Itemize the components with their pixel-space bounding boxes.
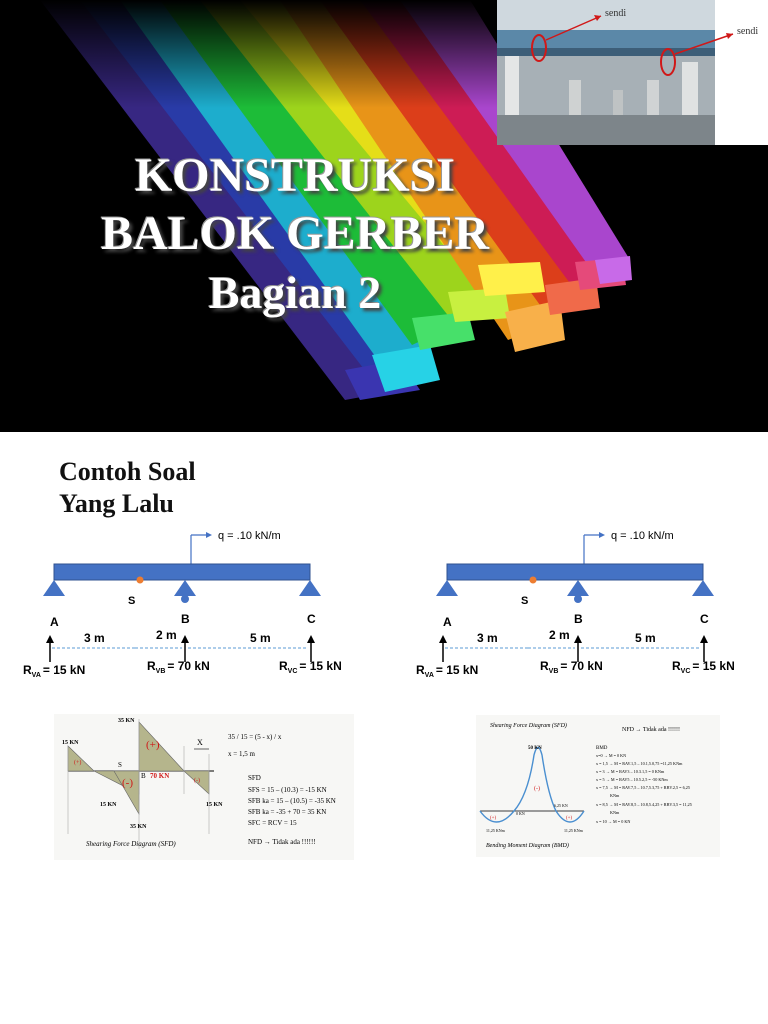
beam-group [23,530,342,679]
support-a-label: A [50,615,59,629]
sign-plus-left: (+) [490,816,497,821]
bmd-heading: BMD [596,746,608,751]
load-label: q = .10 kN/m [611,530,674,542]
val-70kn: 70 KN [150,772,170,780]
bmd-caption: Bending Moment Diagram (BMD) [486,843,569,849]
sfd-figure [54,714,354,860]
beam-bar [54,564,310,580]
reaction-a: $R_{VA} = 15$ kN [416,663,479,679]
reaction-c: $R_{VC} = 15$ kN [672,659,735,675]
title-slide [0,0,768,432]
span-bc-label: 5 m [635,631,656,645]
nfd-note: NFD → Tidak ada !!!!!! [248,838,316,846]
val-35kn-top: 35 KN [118,718,135,724]
val-15kn-bottom-left: 15 KN [100,802,117,808]
sfd-line-3: SFB ka = -35 + 70 = 35 KN [248,808,327,816]
bmd-line: x = 8,5 → M = RAV.8,5 – 10.8,5.4,25 + RBV.3,5 = 11,25 [596,802,692,807]
bmd-line: x = 3 → M = RAV3 – 10.3.1,5 = 0 KNm [596,769,665,774]
x-label: X [197,738,203,747]
reaction-b: $R_{VB} = 70$ kN [540,659,603,675]
photo-label-sendi-1: sendi [605,8,627,19]
span-as-label: 3 m [477,631,498,645]
slide-title-line-2: Yang Lalu [59,489,174,518]
bmd-figure [476,715,720,857]
bmd-line: KNm [610,810,620,815]
span-sb-label: 2 m [549,628,570,642]
sign-plus-right: (+) [566,816,573,821]
slide-title-line-1: Contoh Soal [59,457,196,486]
support-c-triangle [692,580,714,596]
sign-minus: (-) [534,786,540,792]
span-as-label: 3 m [84,631,105,645]
support-a-label: A [443,615,452,629]
support-c-triangle [299,580,321,596]
sfd-caption: Shearing Force Diagram (SFD) [86,840,176,848]
hinge-s-label: S [521,595,529,607]
support-b-label: B [181,612,190,626]
slide-title [59,456,196,520]
reaction-a: $R_{VA} = 15$ kN [23,663,86,679]
val-15kn-left: 15 KN [62,740,79,746]
title-line-2: BALOK GERBER [100,207,490,260]
support-c-label: C [307,612,316,626]
bmd-label-right2: 11,25 KNm [564,828,583,833]
reaction-b: $R_{VB} = 70$ kN [147,659,210,675]
bmd-line: x = 10 → M = 0 KN [596,819,631,824]
example-slide [0,432,768,1024]
bmd-diagram [476,715,720,857]
hinge-s-dot [137,577,144,584]
reaction-c: $R_{VC} = 15$ kN [279,659,342,675]
support-a-triangle [436,580,458,596]
bmd-nfd-note: NFD → Tidak ada !!!!!! [622,727,680,733]
support-c-label: C [700,612,709,626]
bmd-line: x = 5 → M = RAV5 – 10.5.2,5 = -50 KNm [596,777,668,782]
sign-minus-big: (-) [122,777,133,789]
support-b-triangle [567,580,589,596]
support-a-triangle [43,580,65,596]
bmd-lines [596,753,692,824]
sfd-diagram [54,714,354,860]
title-line-1: KONSTRUKSI [134,149,456,202]
hinge-s-label: S [128,595,136,607]
beam-group [416,530,735,679]
beam-diagram-left [20,522,365,692]
bmd-label-mid: 0 KN [516,811,525,816]
s-label: S [118,761,122,769]
bmd-label-left: 11,25 KNm [486,828,505,833]
span-sb-label: 2 m [156,628,177,642]
eq-x: x = 1,5 m [228,750,255,758]
bridge-photo [497,0,768,145]
load-label: q = .10 kN/m [218,530,281,542]
bmd-sfd-title: Shearing Force Diagram (SFD) [490,723,567,729]
peak-label: 50 KN [528,746,542,751]
eq-fraction: 35 / 15 = (5 - x) / x [228,733,282,741]
val-15kn-right: 15 KN [206,802,223,808]
bmd-line: KNm [610,793,620,798]
support-b-label: B [574,612,583,626]
sign-plus-big: (+) [146,739,160,751]
sfd-heading: SFD [248,774,261,782]
photo-label-sendi-2: sendi [737,26,759,37]
support-b-triangle [174,580,196,596]
sfd-line-4: SFC = RCV = 15 [248,819,297,827]
beam-diagram-right [413,522,758,692]
hinge-s-dot [530,577,537,584]
sfd-line-2: SFB ka = 15 – (10.5) = -35 KN [248,797,336,805]
bmd-line: x=0 → M = 0 KN [596,753,627,758]
title-line-3: Bagian 2 [208,267,382,318]
beam-bar [447,564,703,580]
bmd-line: x = 1,5 → M = RAV.1,5 – 10.1,5.0,75 =11,25 KNm [596,761,683,766]
sign-minus-small: (-) [194,778,200,784]
val-35kn-bottom: 35 KN [130,824,147,830]
bmd-label-right: 6,25 KN [554,803,568,808]
bridge-photo-illustration [497,0,768,145]
sfd-line-1: SFS = 15 – (10.3) = -15 KN [248,786,327,794]
bmd-line: x = 7,5 → M = RAV.7,5 – 10.7,5.3,75 + RBV.2,5 = 6,25 [596,785,690,790]
b-label: B [141,772,146,780]
span-bc-label: 5 m [250,631,271,645]
sign-plus-small: (+) [74,760,82,766]
